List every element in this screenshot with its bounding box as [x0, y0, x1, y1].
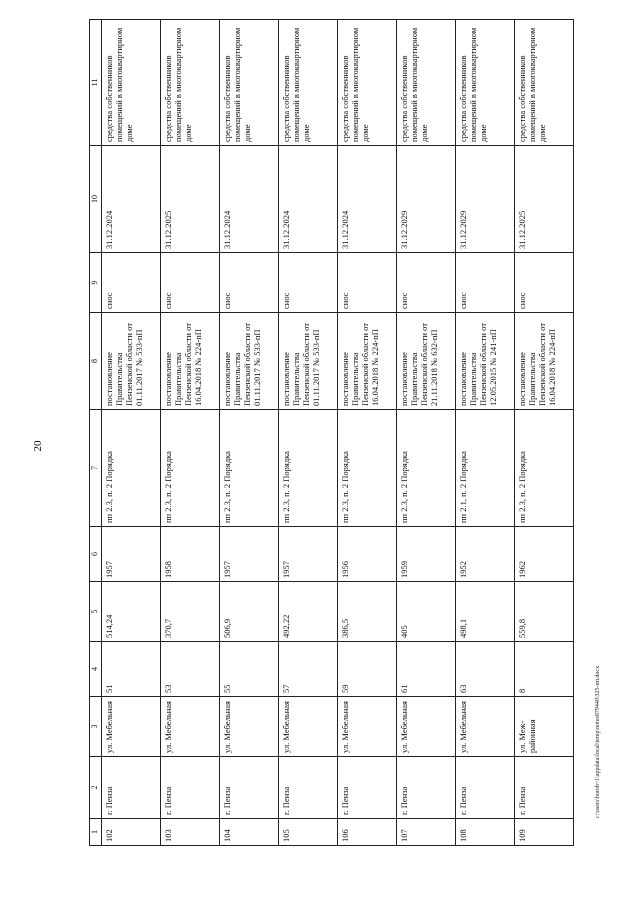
deadline-cell: 31.12.2024	[102, 146, 161, 253]
deadline-cell: 31.12.2029	[456, 146, 515, 253]
rotated-table-container	[89, 20, 607, 846]
house-number-cell: 8	[515, 642, 574, 697]
city-cell: г. Пенза	[161, 757, 220, 819]
row-number: 103	[161, 819, 220, 846]
funding-source-cell: средства собственников помещений в многоквартирном доме	[279, 20, 338, 146]
header-cell: 7	[90, 410, 102, 527]
area-cell: 514,24	[102, 582, 161, 642]
street-cell: ул. Мебельная	[102, 697, 161, 757]
decree-cell: постановление Правительства Пензенской области от 16.04.2018 № 224-пП	[338, 313, 397, 410]
header-cell: 1	[90, 819, 102, 846]
street-cell: ул. Мебельная	[456, 697, 515, 757]
grounds-cell: пп 2.3, п. 2 Порядка	[279, 410, 338, 527]
grounds-cell: пп 2.3, п. 2 Порядка	[161, 410, 220, 527]
year-cell: 1959	[397, 527, 456, 582]
row-number: 104	[220, 819, 279, 846]
house-number-cell: 51	[102, 642, 161, 697]
row-number: 107	[397, 819, 456, 846]
area-cell: 559,8	[515, 582, 574, 642]
year-cell: 1962	[515, 527, 574, 582]
table-row	[161, 20, 220, 846]
header-cell: 8	[90, 313, 102, 410]
year-cell: 1957	[279, 527, 338, 582]
house-number-cell: 61	[397, 642, 456, 697]
city-cell: г. Пенза	[220, 757, 279, 819]
grounds-cell: пп 2.1, п. 2 Порядка	[456, 410, 515, 527]
housing-table	[89, 19, 574, 846]
deadline-cell: 31.12.2025	[161, 146, 220, 253]
table-row	[515, 20, 574, 846]
footer-file-path: c:\users\borob~1\appdata\local\temp\notes879440\325-пп.docx	[595, 665, 601, 819]
house-number-cell: 57	[279, 642, 338, 697]
year-cell: 1958	[161, 527, 220, 582]
measure-cell: снос	[515, 253, 574, 313]
street-cell: ул. Мебельная	[397, 697, 456, 757]
deadline-cell: 31.12.2029	[397, 146, 456, 253]
decree-cell: постановление Правительства Пензенской области от 01.11.2017 № 533-пП	[279, 313, 338, 410]
grounds-cell: пп 2.3, п. 2 Порядка	[515, 410, 574, 527]
deadline-cell: 31.12.2024	[279, 146, 338, 253]
area-cell: 492,22	[279, 582, 338, 642]
street-cell: ул. Мебельная	[279, 697, 338, 757]
city-cell: г. Пенза	[279, 757, 338, 819]
street-cell: ул. Мебельная	[161, 697, 220, 757]
row-number: 106	[338, 819, 397, 846]
street-cell: ул. Меж-районная	[515, 697, 574, 757]
measure-cell: снос	[338, 253, 397, 313]
funding-source-cell: средства собственников помещений в многоквартирном доме	[397, 20, 456, 146]
decree-cell: постановление Правительства Пензенской области от 16.04.2018 № 224-пП	[161, 313, 220, 410]
row-number: 105	[279, 819, 338, 846]
street-cell: ул. Мебельная	[338, 697, 397, 757]
table-row	[456, 20, 515, 846]
table-row	[102, 20, 161, 846]
year-cell: 1956	[338, 527, 397, 582]
measure-cell: снос	[102, 253, 161, 313]
funding-source-cell: средства собственников помещений в многоквартирном доме	[220, 20, 279, 146]
funding-source-cell: средства собственников помещений в многоквартирном доме	[456, 20, 515, 146]
measure-cell: снос	[279, 253, 338, 313]
funding-source-cell: средства собственников помещений в многоквартирном доме	[102, 20, 161, 146]
row-number: 108	[456, 819, 515, 846]
header-cell: 11	[90, 20, 102, 146]
year-cell: 1957	[220, 527, 279, 582]
house-number-cell: 53	[161, 642, 220, 697]
decree-cell: постановление Правительства Пензенской области от 12.05.2015 № 241-пП	[456, 313, 515, 410]
row-number: 109	[515, 819, 574, 846]
year-cell: 1957	[102, 527, 161, 582]
table-row	[279, 20, 338, 846]
table-body	[102, 20, 574, 846]
deadline-cell: 31.12.2024	[338, 146, 397, 253]
area-cell: 405	[397, 582, 456, 642]
area-cell: 386,5	[338, 582, 397, 642]
deadline-cell: 31.12.2025	[515, 146, 574, 253]
measure-cell: снос	[456, 253, 515, 313]
grounds-cell: пп 2.3, п. 2 Порядка	[397, 410, 456, 527]
measure-cell: снос	[161, 253, 220, 313]
header-cell: 4	[90, 642, 102, 697]
grounds-cell: пп 2.3, п. 2 Порядка	[338, 410, 397, 527]
funding-source-cell: средства собственников помещений в многоквартирном доме	[515, 20, 574, 146]
measure-cell: снос	[397, 253, 456, 313]
area-cell: 370,7	[161, 582, 220, 642]
house-number-cell: 55	[220, 642, 279, 697]
header-cell: 2	[90, 757, 102, 819]
header-cell: 3	[90, 697, 102, 757]
row-number: 102	[102, 819, 161, 846]
header-cell: 10	[90, 146, 102, 253]
table-row	[338, 20, 397, 846]
table-header-row	[90, 20, 102, 846]
city-cell: г. Пенза	[338, 757, 397, 819]
header-cell: 5	[90, 582, 102, 642]
table-row	[220, 20, 279, 846]
funding-source-cell: средства собственников помещений в многоквартирном доме	[338, 20, 397, 146]
house-number-cell: 63	[456, 642, 515, 697]
page-number: 20	[32, 440, 44, 452]
house-number-cell: 59	[338, 642, 397, 697]
city-cell: г. Пенза	[456, 757, 515, 819]
decree-cell: постановление Правительства Пензенской области от 21.11.2018 № 632-пП	[397, 313, 456, 410]
area-cell: 506,9	[220, 582, 279, 642]
table-row	[397, 20, 456, 846]
decree-cell: постановление Правительства Пензенской области от 01.11.2017 № 533-пП	[220, 313, 279, 410]
header-cell: 9	[90, 253, 102, 313]
city-cell: г. Пенза	[515, 757, 574, 819]
city-cell: г. Пенза	[102, 757, 161, 819]
street-cell: ул. Мебельная	[220, 697, 279, 757]
grounds-cell: пп 2.3, п. 2 Порядка	[102, 410, 161, 527]
decree-cell: постановление Правительства Пензенской области от 16.04.2018 № 224-пП	[515, 313, 574, 410]
header-cell: 6	[90, 527, 102, 582]
area-cell: 498,1	[456, 582, 515, 642]
funding-source-cell: средства собственников помещений в многоквартирном доме	[161, 20, 220, 146]
decree-cell: постановление Правительства Пензенской области от 01.11.2017 № 533-пП	[102, 313, 161, 410]
city-cell: г. Пенза	[397, 757, 456, 819]
measure-cell: снос	[220, 253, 279, 313]
deadline-cell: 31.12.2024	[220, 146, 279, 253]
year-cell: 1952	[456, 527, 515, 582]
grounds-cell: пп 2.3, п. 2 Порядка	[220, 410, 279, 527]
